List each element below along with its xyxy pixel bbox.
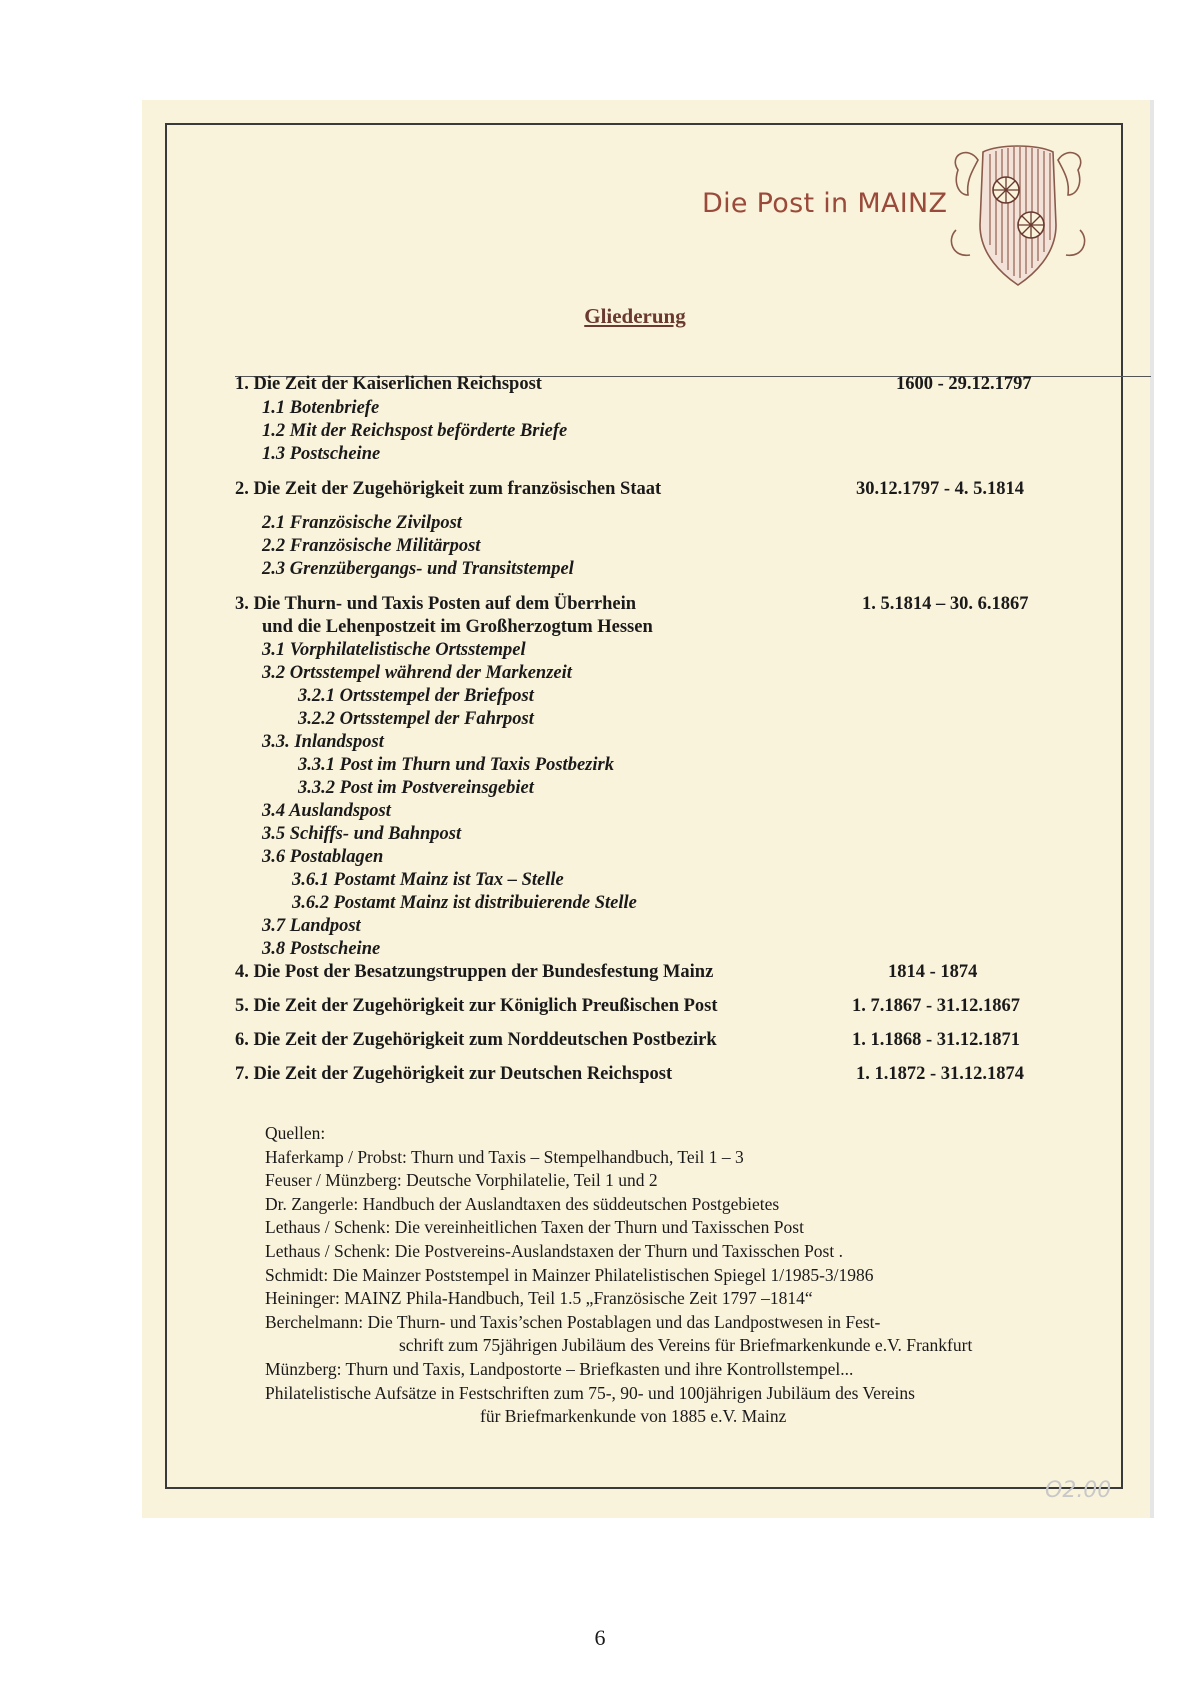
- toc-chapter: 7. Die Zeit der Zugehörigkeit zur Deutschen Reichspost: [235, 1064, 673, 1084]
- toc-chapter: 5. Die Zeit der Zugehörigkeit zur Königlich Preußischen Post: [235, 996, 718, 1016]
- outline-heading: Gliederung: [584, 304, 686, 328]
- page-number: 6: [594, 1625, 606, 1650]
- toc-chapter: 2. Die Zeit der Zugehörigkeit zum französischen Staat: [235, 479, 662, 499]
- source-line: schrift zum 75jährigen Jubiläum des Vereins für Briefmarkenkunde e.V. Frankfurt: [399, 1335, 973, 1356]
- source-line: Dr. Zangerle: Handbuch der Auslandtaxen des süddeutschen Postgebietes: [265, 1193, 780, 1214]
- source-line: Lethaus / Schenk: Die vereinheitlichen Taxen der Thurn und Taxisschen Post: [265, 1217, 804, 1238]
- toc-chapter: und die Lehenpostzeit im Großherzogtum Hessen: [262, 617, 653, 637]
- toc-subsection: 3.3.1 Post im Thurn und Taxis Postbezirk: [298, 755, 614, 775]
- toc-subsection: 3.3. Inlandspost: [262, 732, 384, 752]
- toc-subsection: 3.1 Vorphilatelistische Ortsstempel: [262, 640, 526, 660]
- toc-date-range: 1600 - 29.12.1797: [896, 374, 1032, 394]
- toc-subsection: 2.2 Französische Militärpost: [262, 536, 481, 556]
- toc-date-range: 1. 1.1872 - 31.12.1874: [856, 1064, 1025, 1084]
- sources-block: [265, 1122, 1085, 1429]
- toc-subsection: 3.6 Postablagen: [262, 847, 384, 867]
- source-line: Feuser / Münzberg: Deutsche Vorphilatelie, Teil 1 und 2: [265, 1170, 658, 1191]
- toc-date-range: 1. 7.1867 - 31.12.1867: [852, 996, 1021, 1016]
- source-line: Heininger: MAINZ Phila-Handbuch, Teil 1.5 „Französische Zeit 1797 –1814“: [265, 1288, 813, 1309]
- toc-date-range: 30.12.1797 - 4. 5.1814: [856, 479, 1025, 499]
- toc-subsection: 1.3 Postscheine: [262, 444, 381, 464]
- toc-subsection: 3.6.1 Postamt Mainz ist Tax – Stelle: [292, 870, 564, 890]
- toc-subsection: 3.2.1 Ortsstempel der Briefpost: [298, 686, 534, 706]
- toc-subsection: 2.3 Grenzübergangs- und Transitstempel: [262, 559, 574, 579]
- toc-chapter: 3. Die Thurn- und Taxis Posten auf dem Überrhein: [235, 594, 637, 614]
- source-line: für Briefmarkenkunde von 1885 e.V. Mainz: [480, 1406, 787, 1427]
- toc-subsection: 3.5 Schiffs- und Bahnpost: [262, 824, 462, 844]
- source-line: Philatelistische Aufsätze in Festschriften zum 75-, 90- und 100jährigen Jubiläum des Vereins: [265, 1382, 915, 1403]
- toc-subsection: 3.7 Landpost: [262, 916, 361, 936]
- toc-subsection: 3.6.2 Postamt Mainz ist distribuierende Stelle: [292, 893, 637, 913]
- sources-label: Quellen:: [265, 1123, 326, 1143]
- toc-subsection: 3.8 Postscheine: [262, 939, 381, 959]
- toc-subsection: 3.3.2 Post im Postvereinsgebiet: [298, 778, 534, 798]
- toc-subsection: 3.4 Auslandspost: [262, 801, 391, 821]
- toc-date-range: 1. 1.1868 - 31.12.1871: [852, 1030, 1021, 1050]
- pencil-mark: O2.00: [1045, 1478, 1112, 1503]
- coat-of-arms-icon: [938, 140, 1098, 290]
- source-line: Lethaus / Schenk: Die Postvereins-Auslandstaxen der Thurn und Taxisschen Post .: [265, 1240, 843, 1261]
- toc-chapter: 4. Die Post der Besatzungstruppen der Bundesfestung Mainz: [235, 962, 714, 982]
- toc-subsection: 3.2 Ortsstempel während der Markenzeit: [262, 663, 572, 683]
- source-line: Münzberg: Thurn und Taxis, Landpostorte – Briefkasten und ihre Kontrollstempel...: [265, 1358, 854, 1379]
- source-line: Berchelmann: Die Thurn- und Taxis’schen Postablagen und das Landpostwesen in Fest-: [265, 1311, 881, 1332]
- source-line: Haferkamp / Probst: Thurn und Taxis – Stempelhandbuch, Teil 1 – 3: [265, 1146, 744, 1167]
- toc-subsection: 2.1 Französische Zivilpost: [262, 513, 462, 533]
- toc-date-range: 1814 - 1874: [888, 962, 978, 982]
- toc-chapter: 1. Die Zeit der Kaiserlichen Reichspost: [235, 374, 542, 394]
- toc-date-range: 1. 5.1814 – 30. 6.1867: [862, 594, 1029, 614]
- toc-chapter: 6. Die Zeit der Zugehörigkeit zum Norddeutschen Postbezirk: [235, 1030, 717, 1050]
- toc-subsection: 3.2.2 Ortsstempel der Fahrpost: [298, 709, 534, 729]
- toc-subsection: 1.1 Botenbriefe: [262, 398, 380, 418]
- toc-subsection: 1.2 Mit der Reichspost beförderte Briefe: [262, 421, 568, 441]
- source-line: Schmidt: Die Mainzer Poststempel in Mainzer Philatelistischen Spiegel 1/1985-3/1986: [265, 1264, 874, 1285]
- header-title: Die Post in MAINZ: [702, 188, 948, 219]
